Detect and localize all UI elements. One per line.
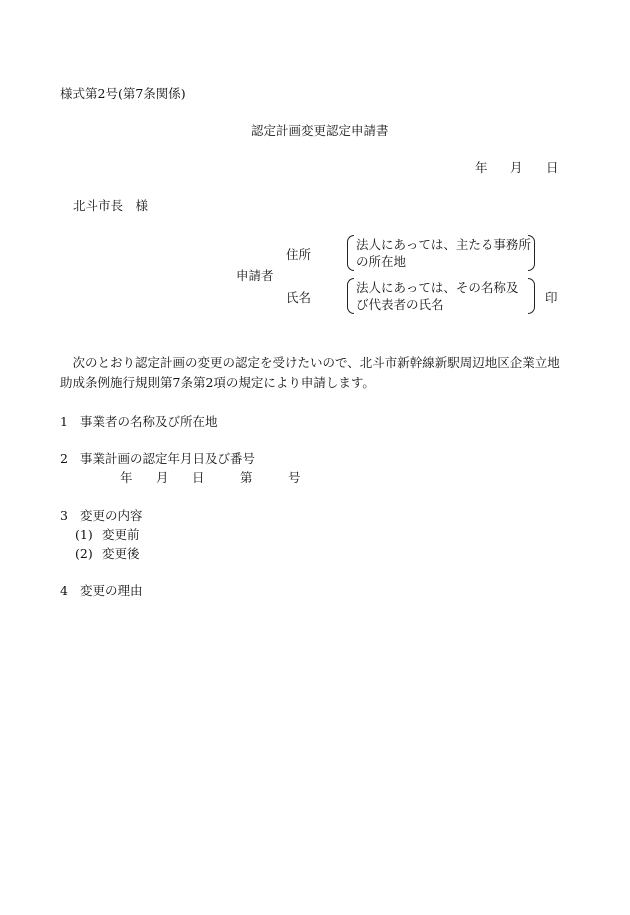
subitem-label: 変更後: [102, 546, 140, 561]
item-number: 3: [60, 508, 68, 523]
name-note-line: び代表者の氏名: [356, 296, 444, 312]
address-note-line: の所在地: [356, 253, 407, 269]
left-paren-bracket: [347, 235, 354, 271]
addressee: 北斗市長 様: [73, 198, 149, 213]
right-paren-bracket: [528, 278, 535, 314]
date-year: 年: [475, 160, 488, 175]
name-note-line: 法人にあっては、その名称及: [356, 280, 519, 295]
address-note-text: [356, 237, 531, 270]
item-label: 変更の内容: [80, 508, 143, 523]
item-label: 変更の理由: [80, 583, 143, 598]
body-paragraph: 次のとおり認定計画の変更の認定を受けたいので、北斗市新幹線新駅周辺地区企業立地助成条例施行規則第7条第2項の規定により申請します。: [60, 355, 560, 390]
address-note-line: 法人にあっては、主たる事務所: [356, 237, 531, 252]
right-paren-bracket: [528, 235, 535, 271]
form-number: 様式第2号(第7条関係): [60, 86, 186, 101]
item-number: 4: [60, 583, 68, 598]
cert-month: 月: [156, 470, 169, 485]
address-note: [347, 235, 535, 271]
subitem-number: (2): [75, 546, 93, 561]
document-title: 認定計画変更認定申請書: [251, 123, 389, 138]
date-day: 日: [546, 160, 559, 175]
name-label: 氏名: [286, 290, 312, 305]
name-note: [347, 278, 535, 314]
cert-dai: 第: [240, 470, 253, 485]
item-number: 2: [60, 451, 68, 466]
cert-day: 日: [192, 470, 205, 485]
name-note-text: [356, 280, 518, 313]
seal-mark: 印: [545, 290, 558, 305]
left-paren-bracket: [347, 278, 354, 314]
item-label: 事業者の名称及び所在地: [80, 414, 218, 429]
cert-go: 号: [288, 470, 301, 485]
item-label: 事業計画の認定年月日及び番号: [80, 451, 256, 466]
subitem-label: 変更前: [102, 527, 140, 542]
subitem-number: (1): [75, 527, 93, 542]
item-number: 1: [60, 414, 68, 429]
applicant-label: 申請者: [236, 268, 274, 283]
cert-year: 年: [120, 470, 133, 485]
date-month: 月: [510, 160, 523, 175]
address-label: 住所: [286, 247, 312, 262]
